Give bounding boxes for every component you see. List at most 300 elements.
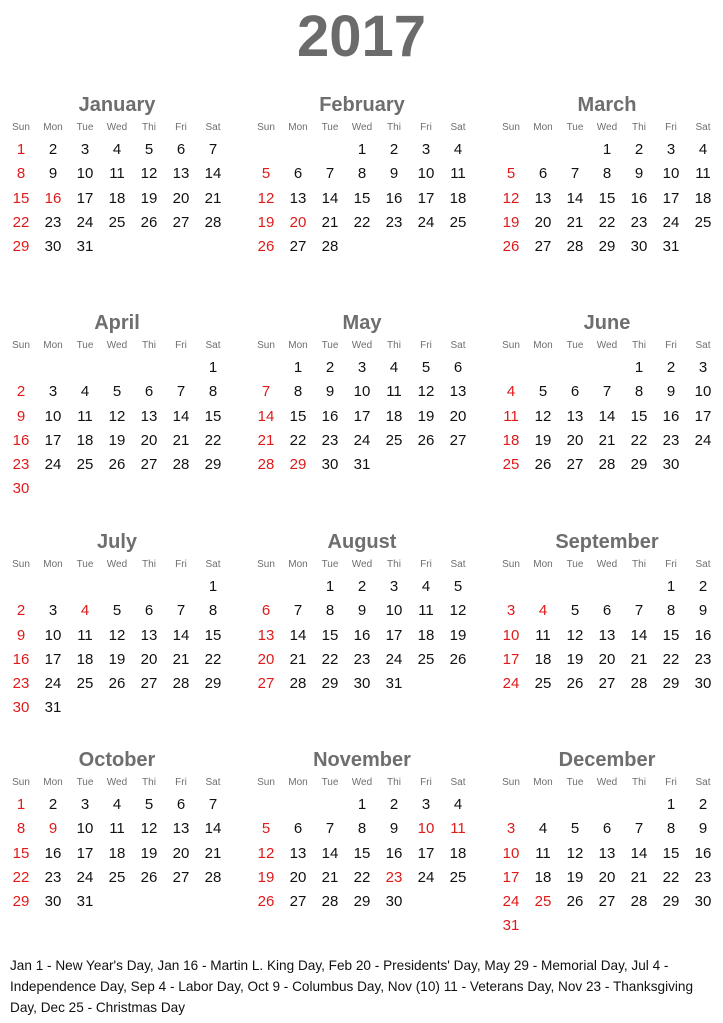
day-grid [250,793,474,914]
day-cell: 8 [16,165,26,183]
day-cell: 3 [506,820,516,838]
day-cell: 21 [321,213,339,231]
day-cell: 14 [172,626,190,644]
day-cell: 18 [76,431,94,449]
empty-cell [314,793,346,817]
day-cell: 25 [108,868,126,886]
weekday-label: Sun [257,340,275,351]
weekday-label: Wed [106,777,128,788]
day-cell: 19 [534,431,552,449]
day-cell: 19 [140,844,158,862]
day-cell: 5 [261,165,271,183]
weekday-label: Fri [665,340,677,351]
weekday-label: Fri [175,122,187,133]
empty-cell [282,138,314,162]
weekday-label: Fri [420,777,432,788]
day-cell: 15 [204,626,222,644]
day-cell: 14 [566,189,584,207]
weekday-label: Sat [695,777,711,788]
month-january [5,93,229,259]
day-cell: 11 [386,383,402,401]
day-cell: 25 [502,456,520,474]
day-cell: 10 [44,626,62,644]
empty-cell [495,575,527,599]
day-cell: 1 [16,141,26,158]
day-cell: 11 [535,626,551,644]
month-june [495,311,719,477]
month-march [495,93,719,259]
day-cell: 18 [417,626,435,644]
day-grid [250,138,474,259]
day-cell: 26 [140,213,158,231]
empty-cell [282,793,314,817]
day-cell: 18 [534,868,552,886]
year-title: 2017 [296,4,427,69]
day-cell: 26 [140,868,158,886]
empty-cell [559,356,591,380]
weekday-label: Sun [12,777,30,788]
day-cell: 11 [77,626,93,644]
weekday-label: Tue [321,777,339,788]
day-cell: 18 [449,189,467,207]
weekday-label: Tue [76,122,94,133]
month-name: December [558,749,656,771]
day-cell: 10 [502,626,520,644]
day-cell: 21 [172,650,190,668]
day-cell: 7 [293,602,303,620]
weekday-label: Wed [351,559,373,570]
day-cell: 24 [385,650,403,668]
day-cell: 29 [12,238,30,256]
day-cell: 20 [257,650,275,668]
day-grid [495,575,719,696]
day-cell: 13 [140,407,158,425]
day-cell: 14 [257,407,275,425]
day-cell: 14 [289,626,307,644]
day-cell: 10 [76,165,94,183]
day-cell: 15 [598,189,616,207]
day-cell: 10 [385,602,403,620]
day-cell: 4 [80,383,90,401]
day-cell: 16 [12,650,30,668]
month-name: September [555,531,659,553]
day-cell: 27 [598,675,616,693]
day-cell: 6 [570,383,580,401]
day-cell: 23 [694,868,712,886]
day-cell: 12 [108,626,126,644]
day-cell: 26 [566,893,584,911]
day-cell: 20 [598,868,616,886]
day-cell: 24 [353,431,371,449]
day-cell: 1 [208,359,218,376]
weekday-label: Sat [205,559,221,570]
day-cell: 3 [80,141,90,158]
day-cell: 19 [140,189,158,207]
day-cell: 29 [353,893,371,911]
day-cell: 23 [44,868,62,886]
day-cell: 20 [449,407,467,425]
day-cell: 18 [694,189,712,207]
weekday-label: Wed [106,122,128,133]
day-cell: 27 [172,868,190,886]
day-cell: 25 [108,213,126,231]
weekday-label: Wed [596,340,618,351]
day-cell: 3 [389,578,399,595]
day-cell: 9 [16,407,26,425]
day-cell: 4 [389,359,399,376]
day-cell: 28 [630,893,648,911]
weekday-header [250,555,474,575]
day-cell: 28 [566,238,584,256]
weekday-label: Sun [502,122,520,133]
weekday-label: Sun [12,559,30,570]
day-cell: 5 [261,820,271,838]
day-cell: 23 [353,650,371,668]
day-cell: 5 [144,796,154,813]
day-cell: 24 [417,213,435,231]
day-grid [5,793,229,914]
weekday-label: Wed [596,122,618,133]
day-cell: 6 [602,820,612,838]
day-cell: 1 [293,359,303,376]
day-cell: 16 [694,844,712,862]
weekday-label: Thi [387,559,401,570]
day-cell: 30 [321,456,339,474]
empty-cell [559,793,591,817]
day-cell: 30 [385,893,403,911]
day-cell: 8 [293,383,303,401]
day-cell: 29 [662,675,680,693]
day-cell: 12 [449,602,467,620]
day-cell: 7 [261,383,271,401]
month-name: June [583,312,631,334]
day-cell: 30 [694,675,712,693]
weekday-label: Mon [43,122,63,133]
weekday-label: Fri [665,559,677,570]
empty-cell [101,575,133,599]
day-cell: 7 [176,383,186,401]
day-cell: 5 [506,165,516,183]
day-cell: 28 [321,238,339,256]
month-october [5,748,229,914]
weekday-label: Mon [43,340,63,351]
day-cell: 28 [204,213,222,231]
day-cell: 30 [44,893,62,911]
day-cell: 25 [76,675,94,693]
day-cell: 13 [140,626,158,644]
day-cell: 2 [698,796,708,813]
day-cell: 2 [48,141,58,158]
day-cell: 18 [108,189,126,207]
weekday-label: Mon [43,777,63,788]
day-cell: 6 [261,602,271,620]
empty-cell [527,138,559,162]
day-cell: 20 [534,213,552,231]
day-cell: 24 [76,213,94,231]
empty-cell [250,356,282,380]
day-cell: 15 [353,844,371,862]
weekday-label: Fri [175,340,187,351]
empty-cell [527,575,559,599]
day-cell: 12 [502,189,520,207]
day-cell: 19 [566,868,584,886]
empty-cell [250,793,282,817]
day-cell: 15 [662,844,680,862]
empty-cell [282,575,314,599]
day-cell: 25 [449,868,467,886]
day-cell: 24 [502,675,520,693]
weekday-label: Fri [420,340,432,351]
empty-cell [527,356,559,380]
day-cell: 21 [257,431,275,449]
day-cell: 29 [12,893,30,911]
day-cell: 9 [389,165,399,183]
day-cell: 12 [140,165,158,183]
day-cell: 20 [140,650,158,668]
day-cell: 25 [694,213,712,231]
weekday-label: Sat [205,777,221,788]
day-cell: 4 [112,141,122,158]
day-cell: 28 [321,893,339,911]
weekday-label: Sat [450,122,466,133]
day-cell: 6 [144,383,154,401]
day-cell: 17 [44,431,62,449]
day-cell: 17 [353,407,371,425]
day-cell: 8 [16,820,26,838]
day-cell: 10 [662,165,680,183]
day-cell: 2 [634,141,644,158]
day-cell: 26 [534,456,552,474]
day-cell: 11 [77,407,93,425]
day-cell: 11 [695,165,711,183]
weekday-label: Wed [106,340,128,351]
day-cell: 22 [12,213,30,231]
day-cell: 13 [172,820,190,838]
day-cell: 11 [109,820,125,838]
day-grid [5,356,229,502]
month-name: July [96,531,138,553]
day-cell: 19 [417,407,435,425]
weekday-label: Wed [106,559,128,570]
day-cell: 30 [12,480,30,498]
day-cell: 10 [76,820,94,838]
day-cell: 31 [502,917,520,935]
day-cell: 28 [257,456,275,474]
day-cell: 27 [449,431,467,449]
weekday-label: Thi [142,122,156,133]
day-cell: 12 [257,189,275,207]
empty-cell [495,138,527,162]
weekday-label: Fri [175,559,187,570]
day-cell: 6 [293,820,303,838]
weekday-header [5,555,229,575]
weekday-header [495,773,719,793]
day-cell: 20 [289,213,307,231]
day-cell: 17 [417,189,435,207]
weekday-label: Sat [450,559,466,570]
weekday-label: Tue [321,340,339,351]
weekday-header [495,336,719,356]
day-cell: 1 [602,141,612,158]
day-cell: 1 [634,359,644,376]
weekday-label: Sat [205,122,221,133]
empty-cell [5,356,37,380]
day-cell: 22 [289,431,307,449]
day-cell: 7 [570,165,580,183]
weekday-label: Thi [142,559,156,570]
day-cell: 1 [357,796,367,813]
weekday-label: Sun [502,340,520,351]
weekday-label: Sun [12,340,30,351]
day-cell: 20 [289,868,307,886]
day-cell: 29 [662,893,680,911]
day-cell: 24 [694,431,712,449]
day-cell: 17 [662,189,680,207]
day-cell: 14 [321,189,339,207]
day-cell: 10 [417,165,435,183]
holidays-note: Jan 1 - New Year's Day, Jan 16 - Martin L. King Day, Feb 20 - Presidents' Day, May 29 - Memorial Day, Jul 4 - Independence Day, Sep 4 - Labor Day, Oct 9 - Columbus Day, Nov (10) 11 - Veterans Day, Nov 23 - Thanksgiving Day, Dec 25 - Christmas Day [10,958,694,1015]
weekday-label: Sat [695,122,711,133]
day-cell: 22 [662,650,680,668]
day-cell: 9 [698,820,708,838]
day-cell: 26 [257,893,275,911]
day-cell: 23 [321,431,339,449]
weekday-label: Sat [205,340,221,351]
weekday-label: Fri [420,122,432,133]
weekday-header [495,118,719,138]
day-cell: 9 [357,602,367,620]
day-cell: 19 [449,626,467,644]
day-cell: 4 [538,820,548,838]
day-cell: 14 [321,844,339,862]
day-cell: 25 [385,431,403,449]
day-cell: 26 [566,675,584,693]
weekday-label: Tue [566,559,584,570]
weekday-label: Mon [288,777,308,788]
empty-cell [527,793,559,817]
day-cell: 7 [176,602,186,620]
weekday-label: Tue [566,777,584,788]
day-cell: 28 [172,675,190,693]
day-cell: 10 [44,407,62,425]
day-cell: 25 [449,213,467,231]
day-cell: 23 [385,213,403,231]
month-name: October [78,749,156,771]
day-cell: 13 [598,844,616,862]
day-cell: 13 [289,844,307,862]
day-cell: 4 [698,141,708,158]
day-cell: 4 [538,602,548,620]
day-cell: 16 [694,626,712,644]
day-cell: 31 [76,238,94,256]
day-cell: 15 [353,189,371,207]
day-cell: 20 [598,650,616,668]
weekday-label: Mon [533,777,553,788]
day-cell: 24 [44,675,62,693]
day-cell: 22 [321,650,339,668]
day-cell: 5 [144,141,154,158]
empty-cell [133,356,165,380]
day-cell: 19 [502,213,520,231]
day-cell: 23 [630,213,648,231]
empty-cell [250,575,282,599]
weekday-label: Tue [566,122,584,133]
day-cell: 6 [176,796,186,813]
day-cell: 12 [534,407,552,425]
day-cell: 6 [453,359,463,376]
month-name: November [313,749,411,771]
weekday-label: Tue [76,559,94,570]
day-cell: 12 [417,383,435,401]
weekday-label: Sat [695,340,711,351]
day-cell: 23 [44,213,62,231]
day-grid [250,575,474,696]
day-cell: 10 [353,383,371,401]
month-name: January [78,94,156,116]
day-cell: 13 [257,626,275,644]
day-cell: 2 [16,383,26,401]
day-cell: 7 [325,820,335,838]
day-cell: 3 [80,796,90,813]
empty-cell [591,793,623,817]
day-cell: 2 [48,796,58,813]
day-grid [250,356,474,477]
day-cell: 25 [76,456,94,474]
day-cell: 9 [666,383,676,401]
weekday-header [5,336,229,356]
day-cell: 11 [503,407,519,425]
empty-cell [5,575,37,599]
day-cell: 15 [12,189,30,207]
day-cell: 9 [389,820,399,838]
day-cell: 5 [112,602,122,620]
day-cell: 28 [204,868,222,886]
day-cell: 12 [108,407,126,425]
day-cell: 18 [534,650,552,668]
day-cell: 3 [48,383,58,401]
day-cell: 23 [694,650,712,668]
day-cell: 5 [570,602,580,620]
day-cell: 8 [357,820,367,838]
day-cell: 13 [534,189,552,207]
day-cell: 9 [16,626,26,644]
day-cell: 11 [418,602,434,620]
day-cell: 15 [289,407,307,425]
day-cell: 29 [289,456,307,474]
day-cell: 16 [630,189,648,207]
day-cell: 29 [204,456,222,474]
month-name: March [577,94,637,116]
day-cell: 2 [357,578,367,595]
day-cell: 5 [112,383,122,401]
day-cell: 20 [172,189,190,207]
day-cell: 7 [634,602,644,620]
month-november [250,748,474,914]
day-cell: 28 [598,456,616,474]
month-august [250,530,474,696]
day-cell: 21 [204,189,222,207]
day-cell: 20 [172,844,190,862]
weekday-label: Sun [257,122,275,133]
day-cell: 21 [630,868,648,886]
day-cell: 19 [566,650,584,668]
day-cell: 17 [417,844,435,862]
weekday-header [5,773,229,793]
weekday-label: Wed [351,777,373,788]
weekday-header [5,118,229,138]
day-cell: 12 [257,844,275,862]
day-cell: 3 [357,359,367,376]
